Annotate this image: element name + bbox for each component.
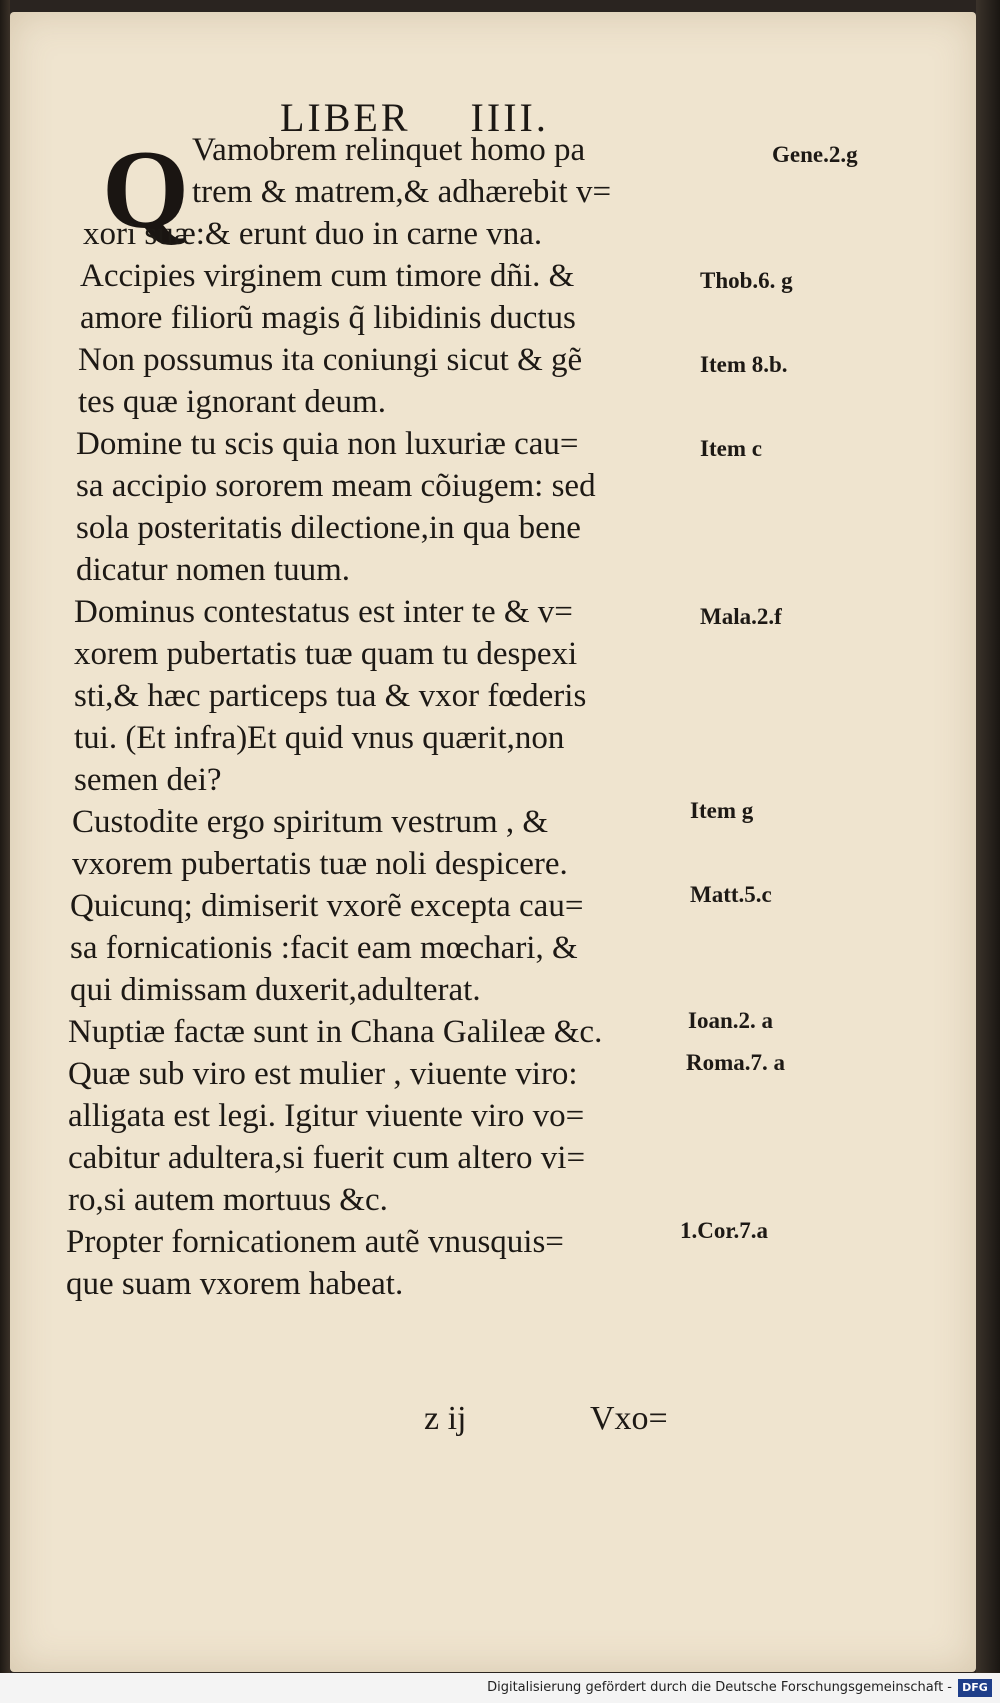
text-line: Vamobrem relinquet homo pa [192, 132, 586, 168]
text-line: Quicunq; dimiserit vxorẽ excepta cau= [70, 888, 584, 924]
margin-reference: Item g [690, 798, 754, 823]
margin-reference: 1.Cor.7.a [680, 1218, 768, 1243]
drop-capital: Q [102, 128, 190, 252]
text-line: qui dimissam duxerit,adulterat. [70, 972, 481, 1008]
text-line: vxorem pubertatis tuæ noli despicere. [72, 846, 568, 882]
margin-reference: Matt.5.c [690, 882, 772, 907]
text-line: trem & matrem,& adhærebit v= [192, 174, 612, 210]
text-line: Domine tu scis quia non luxuriæ cau= [76, 426, 579, 462]
text-line: sola posteritatis dilectione,in qua bene [76, 510, 581, 546]
text-line: Propter fornicationem autẽ vnusquis= [66, 1224, 564, 1260]
dfg-logo: DFG [958, 1679, 992, 1697]
text-line: amore filiorũ magis q̃ libidinis ductus [80, 300, 576, 336]
text-line: semen dei? [74, 762, 222, 798]
catchword: Vxo= [590, 1400, 668, 1437]
digitization-footer [0, 1673, 1000, 1703]
margin-reference: Mala.2.f [700, 604, 782, 629]
margin-reference: Roma.7. a [686, 1050, 786, 1075]
text-line: xorem pubertatis tuæ quam tu despexi [74, 636, 578, 672]
book-page [10, 12, 976, 1672]
text-line: cabitur adultera,si fuerit cum altero vi= [68, 1140, 586, 1176]
text-line: Accipies virginem cum timore dñi. & [80, 258, 575, 294]
margin-reference: Thob.6. g [700, 268, 793, 293]
margin-reference: Item 8.b. [700, 352, 788, 377]
text-line: que suam vxorem habeat. [66, 1266, 404, 1302]
text-line: Non possumus ita coniungi sicut & gẽ [78, 342, 583, 378]
book-edge-right [976, 0, 1000, 1703]
header-number: IIII. [470, 95, 549, 140]
text-line: ro,si autem mortuus &c. [68, 1182, 388, 1218]
text-line: sa fornicationis :facit eam mœchari, & [70, 930, 578, 966]
text-line: Custodite ergo spiritum vestrum , & [72, 804, 549, 840]
text-line: Quæ sub viro est mulier , viuente viro: [68, 1056, 578, 1092]
text-line: sa accipio sororem meam cõiugem: sed [76, 468, 596, 504]
text-line: Dominus contestatus est inter te & v= [74, 594, 573, 630]
text-line: dicatur nomen tuum. [76, 552, 351, 588]
book-edge-left [0, 0, 10, 1703]
text-line: tes quæ ignorant deum. [78, 384, 386, 420]
footer-credit: Digitalisierung gefördert durch die Deutsche Forschungsgemeinschaft - [487, 1680, 952, 1695]
text-line: alligata est legi. Igitur viuente viro vo= [68, 1098, 585, 1134]
margin-reference: Ioan.2. a [688, 1008, 773, 1033]
text-line: sti,& hæc particeps tua & vxor fœderis [74, 678, 587, 714]
margin-reference: Item c [700, 436, 762, 461]
text-line: tui. (Et infra)Et quid vnus quærit,non [74, 720, 565, 756]
margin-reference: Gene.2.g [772, 142, 858, 167]
text-line: xori suæ:& erunt duo in carne vna. [83, 216, 543, 252]
header-title: LIBER [280, 95, 411, 140]
signature-mark: z ij [424, 1400, 467, 1437]
text-line: Nuptiæ factæ sunt in Chana Galileæ &c. [68, 1014, 603, 1050]
